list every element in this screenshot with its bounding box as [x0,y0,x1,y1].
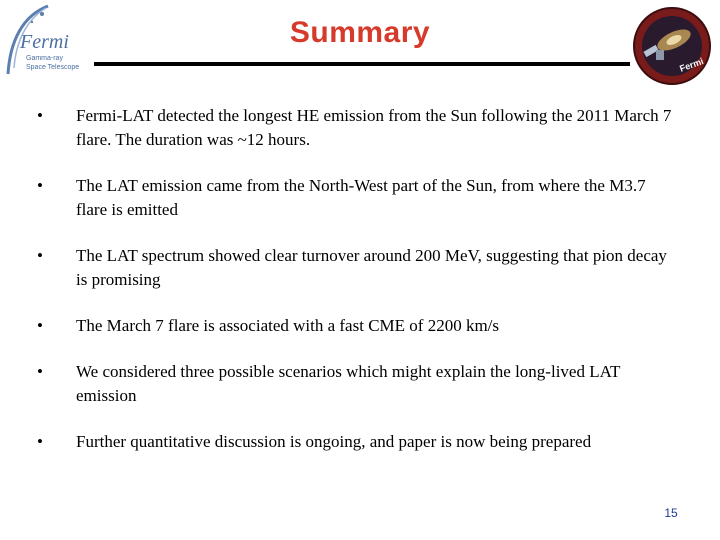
bullet-text: The March 7 flare is associated with a fast CME of 2200 km/s [76,316,500,335]
list-item [30,360,680,408]
mission-patch-icon [626,4,718,88]
page-number: 15 [664,506,678,520]
logo-tagline-1: Gamma-ray [26,55,63,62]
bullet-icon: • [37,316,43,335]
logo-wordmark: Fermi [20,31,69,53]
list-item [30,430,591,454]
bullet-icon: • [37,106,43,125]
list-item [30,244,680,292]
list-item [30,314,499,338]
slide-title: Summary [289,16,431,49]
bullet-text: We considered three possible scenarios which might explain the long-lived LAT emission [76,362,621,405]
patch-label: Fermi [678,56,705,74]
bullet-text: Further quantitative discussion is ongoing, and paper is now being prepared [76,432,592,451]
bullet-icon: • [37,246,43,265]
bullet-text: The LAT emission came from the North-West part of the Sun, from where the M3.7 flare is emitted [76,176,646,219]
bullet-text: Fermi-LAT detected the longest HE emission from the Sun following the 2011 March 7 flare. The duration was ~12 hours. [76,106,672,149]
list-item [30,104,680,152]
title-divider [94,62,630,66]
bullet-icon: • [37,432,43,451]
logo-tagline-2: Space Telescope [26,64,80,71]
bullet-icon: • [37,362,43,381]
list-item [30,174,680,222]
bullet-text: The LAT spectrum showed clear turnover around 200 MeV, suggesting that pion decay is promising [76,246,667,289]
bullet-icon: • [37,176,43,195]
